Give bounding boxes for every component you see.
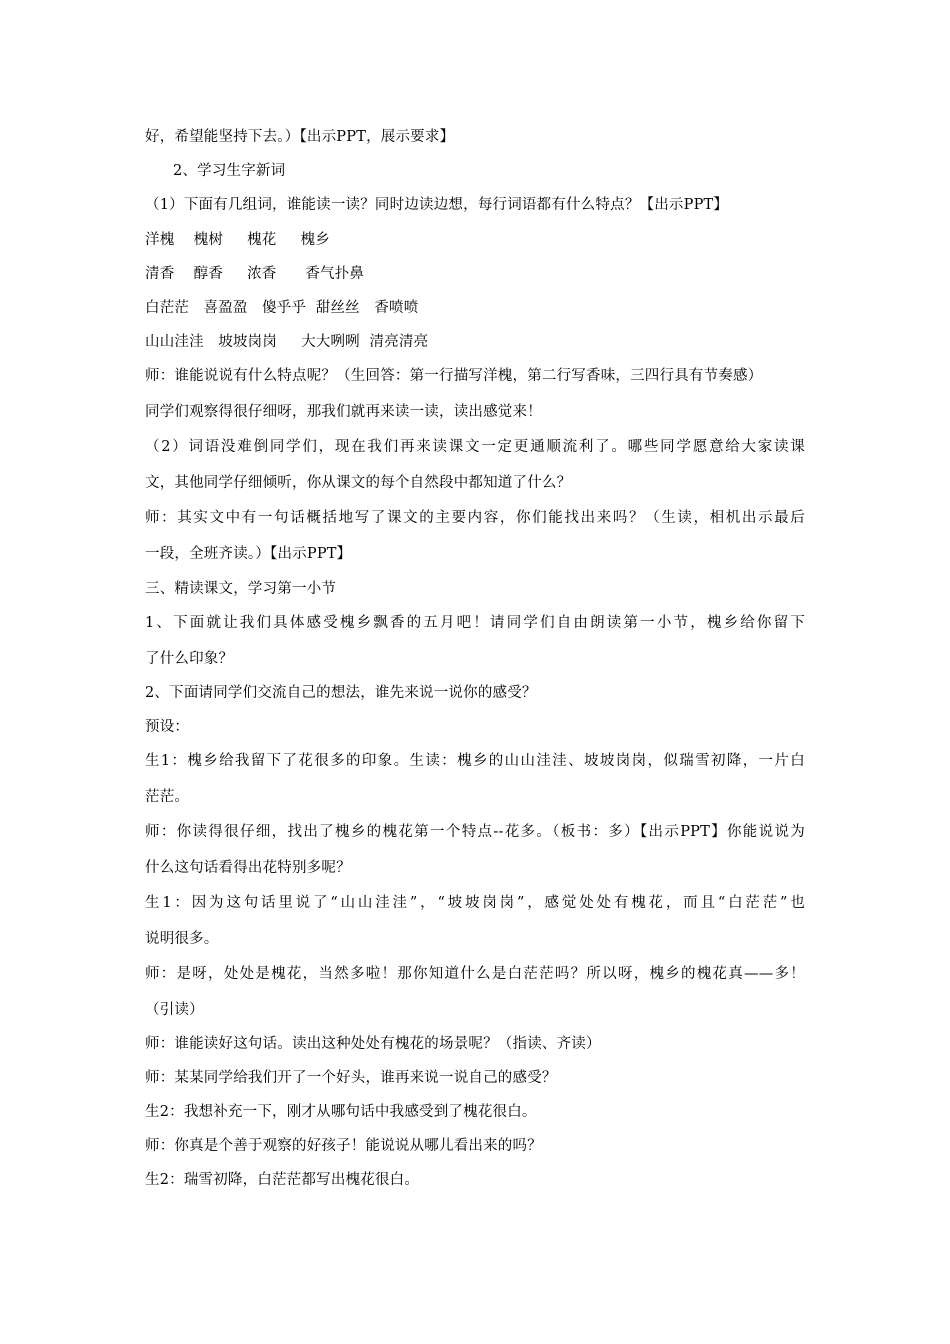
text-line: 茫茫。	[145, 789, 190, 805]
text-line: 师：谁能说说有什么特点呢？（生回答：第一行描写洋槐，第二行写香味，三四行具有节奏感）	[145, 368, 763, 384]
word-row: 洋槐 槐树 槐花 槐乡	[145, 232, 330, 248]
text-line: 师：你读得很仔细，找出了槐乡的槐花第一个特点--花多。（板书：多）【出示PPT】你能说说为	[145, 824, 805, 840]
word-row: 清香 醇香 浓香 香气扑鼻	[145, 266, 365, 282]
text-line: 师：某某同学给我们开了一个好头，谁再来说一说自己的感受？	[145, 1070, 557, 1086]
word-row: 山山洼洼 坡坡岗岗 大大咧咧 清亮清亮	[145, 334, 429, 350]
text-line: （引读）	[145, 1002, 204, 1018]
text-line: 了什么印象？	[145, 651, 234, 667]
text-line: 师：谁能读好这句话。读出这种处处有槐花的场景呢？（指读、齐读）	[145, 1036, 601, 1052]
text-line: 生2：瑞雪初降，白茫茫都写出槐花很白。	[145, 1172, 420, 1188]
text-line: 2、下面请同学们交流自己的想法，谁先来说一说你的感受？	[145, 685, 537, 701]
text-line: 一段，全班齐读。）【出示PPT】	[145, 546, 352, 562]
text-line: 师：是呀，处处是槐花，当然多啦！那你知道什么是白茫茫吗？所以呀，槐乡的槐花真——多！	[145, 966, 805, 982]
text-line: 生1：槐乡给我留下了花很多的印象。生读：槐乡的山山洼洼、坡坡岗岗，似瑞雪初降，一片白	[145, 753, 805, 769]
word-row: 白茫茫 喜盈盈 傻乎乎 甜丝丝 香喷喷	[145, 300, 419, 316]
text-line: 生1：因为这句话里说了“山山洼洼”，“坡坡岗岗”，感觉处处有槐花，而且“白茫茫”也	[145, 895, 805, 911]
text-line: 师：你真是个善于观察的好孩子！能说说从哪儿看出来的吗？	[145, 1138, 542, 1154]
text-line: 同学们观察得很仔细呀，那我们就再来读一读，读出感觉来！	[145, 404, 542, 420]
text-line: 预设：	[145, 719, 190, 735]
text-line: 师：其实文中有一句话概括地写了课文的主要内容，你们能找出来吗？（生读，相机出示最后	[145, 510, 805, 526]
text-line: （1）下面有几组词，谁能读一读？同时边读边想，每行词语都有什么特点？【出示PPT】	[145, 197, 729, 213]
text-line: 生2：我想补充一下，刚才从哪句话中我感受到了槐花很白。	[145, 1104, 537, 1120]
text-line: 什么这句话看得出花特别多呢？	[145, 860, 351, 876]
text-line: （2）词语没难倒同学们，现在我们再来读课文一定更通顺流利了。哪些同学愿意给大家读课	[145, 439, 805, 455]
section-heading: 三、精读课文，学习第一小节	[145, 581, 337, 597]
text-line: 1、下面就让我们具体感受槐乡飘香的五月吧！请同学们自由朗读第一小节，槐乡给你留下	[145, 615, 805, 631]
section-heading: 2、学习生字新词	[173, 163, 286, 179]
text-line: 好，希望能坚持下去。）【出示PPT，展示要求】	[145, 129, 455, 145]
text-line: 说明很多。	[145, 931, 219, 947]
text-line: 文，其他同学仔细倾听，你从课文的每个自然段中都知道了什么？	[145, 475, 572, 491]
